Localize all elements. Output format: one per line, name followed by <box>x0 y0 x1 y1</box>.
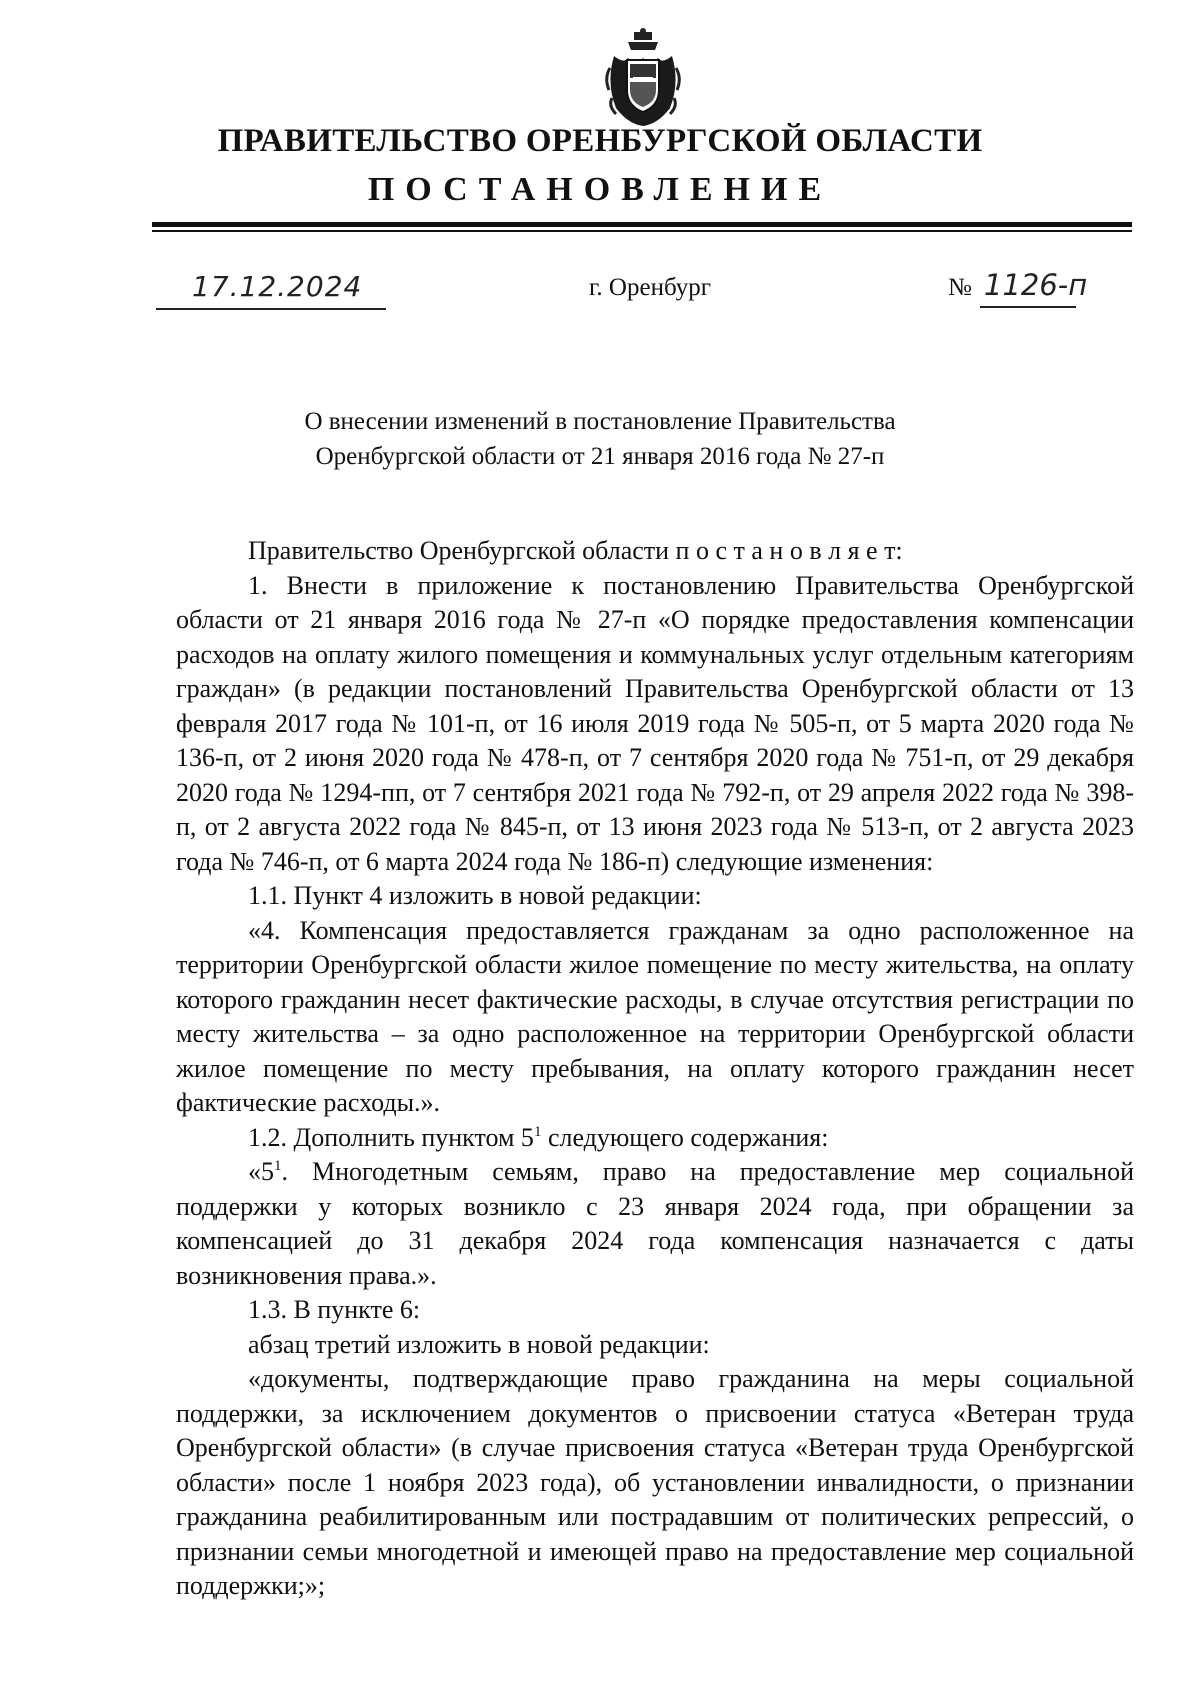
document-date: 17.12.2024 <box>192 270 363 303</box>
document-type-title: ПОСТАНОВЛЕНИЕ <box>367 171 833 208</box>
clause-4-text-paragraph: «4. Компенсация предоставляется гражданам за одно расположенное на территории Оренбургской области жилое помещение по месту жительства, на оплату которого гражданин несет фактические расходы, в случае отсутствия регистрации по месту жительства – за одно расположенное на территории Оренбургской области жилое помещение по месту пребывания, на оплату которого гражданин несет фактические расходы.». <box>176 915 1134 1117</box>
clause-6-text-paragraph: «документы, подтверждающие право гражданина на меры социальной поддержки, за исключением документов о присвоении статуса «Ветеран труда Оренбургской области» (в случае присвоения статуса «Ветеран труда Оренбургской области» после 1 ноября 2023 года), об установлении инвалидности, о признании гражданина реабилитированным или пострадавшим от политических репрессий, о признании семьи многодетной и имеющей право на предоставление мер социальной поддержки;»; <box>176 1364 1134 1600</box>
header-divider-thick <box>152 222 1132 227</box>
clause-1-paragraph: 1. Внести в приложение к постановлению Правительства Оренбургской области от 21 января 2016 года № 27-п «О порядке предоставления компенсации расходов на оплату жилого помещения и коммунальных услуг отдельным категориям граждан» (в редакции постановлений Правительства Оренбургской области от 13 февраля 2017 года № 101-п, от 16 июля 2019 года № 505-п, от 5 марта 2020 года № 136-п, от 2 июня 2020 года № 478-п, от 7 сентября 2020 года № 751-п, от 29 декабря 2020 года № 1294-пп, от 7 сентября 2021 года № 792-п, от 29 апреля 2022 года № 398-п, от 2 августа 2022 года № 845-п, от 13 июня 2023 года № 513-п, от 2 августа 2023 года № 746-п, от 6 марта 2024 года № 186-п) следующие изменения: <box>176 570 1134 876</box>
document-body <box>176 534 1134 1604</box>
clause-5-1-text-a: «5 <box>248 1157 274 1186</box>
government-title: ПРАВИТЕЛЬСТВО ОРЕНБУРГСКОЙ ОБЛАСТИ <box>217 123 983 159</box>
preamble-paragraph: Правительство Оренбургской области п о с т а н о в л я е т: <box>248 536 903 565</box>
subject-line-1: О внесении изменений в постановление Правительства <box>304 408 896 435</box>
coat-of-arms-emblem <box>600 28 686 128</box>
document-city: г. Оренбург <box>589 274 711 301</box>
clause-5-1-superscript: 1 <box>274 1158 282 1174</box>
document-subject <box>0 404 1200 474</box>
document-number: 1126-п <box>984 268 1088 302</box>
clause-1-2-paragraph <box>176 1121 1134 1156</box>
clause-1-2-text-a: 1.2. Дополнить пунктом 5 <box>248 1122 534 1152</box>
document-number-sign: № <box>948 274 972 301</box>
clause-1-3-instruction-paragraph: абзац третий изложить в новой редакции: <box>248 1329 710 1359</box>
clause-1-1-paragraph: 1.1. Пункт 4 изложить в новой редакции: <box>248 881 702 910</box>
document-number-field <box>980 266 1088 308</box>
clause-1-3-paragraph: 1.3. В пункте 6: <box>248 1295 421 1324</box>
clause-5-1-text-b: . Многодетным семьям, право на предоставление мер социальной поддержки у которых возникло с 23 января 2024 года, при обращении за компенсацией до 31 декабря 2024 года компенсация назначается с даты возникновения права.». <box>176 1157 1134 1290</box>
clause-5-1-text-paragraph <box>176 1155 1134 1293</box>
coat-of-arms-icon <box>600 28 686 128</box>
clause-1-2-text-b: следующего содержания: <box>541 1122 829 1152</box>
clause-1-2-superscript: 1 <box>533 1123 542 1140</box>
subject-line-2: Оренбургской области от 21 января 2016 года № 27-п <box>315 443 885 470</box>
header-divider-thin <box>152 230 1132 232</box>
